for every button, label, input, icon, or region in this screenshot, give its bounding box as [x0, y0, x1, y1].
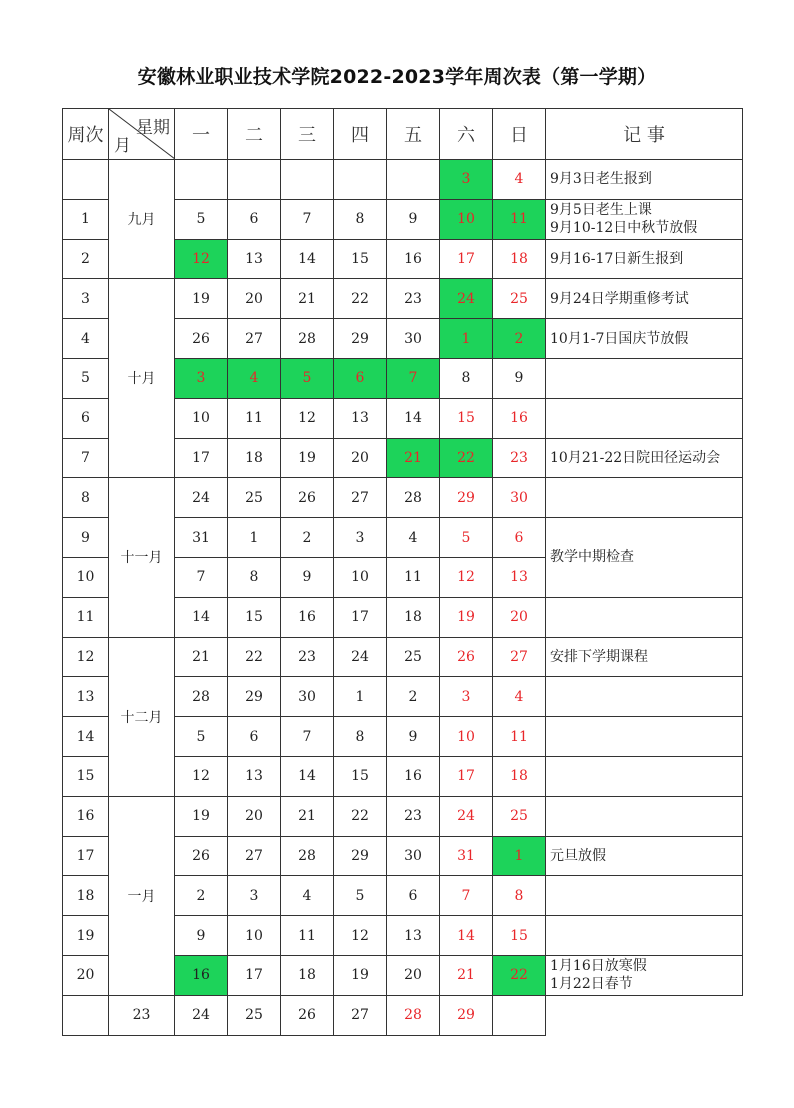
notes-cell: [546, 796, 743, 836]
day-cell: 20: [334, 438, 387, 478]
day-cell: 4: [493, 677, 546, 717]
day-header-mon: 一: [175, 109, 228, 160]
day-cell: 26: [440, 637, 493, 677]
day-cell: 27: [334, 995, 387, 1035]
notes-cell: [546, 836, 743, 876]
week-number: 6: [63, 398, 109, 438]
day-cell: 3: [440, 677, 493, 717]
week-number: 11: [63, 597, 109, 637]
day-cell: 22: [228, 637, 281, 677]
notes-cell: [546, 398, 743, 438]
month-label: 一月: [109, 796, 175, 995]
notes-cell: [546, 916, 743, 956]
day-cell: 28: [175, 677, 228, 717]
day-cell: 25: [493, 279, 546, 319]
day-cell: 4: [387, 518, 440, 558]
week-number: [63, 160, 109, 200]
day-cell: 22: [334, 279, 387, 319]
day-cell: 7: [281, 199, 334, 239]
day-cell: 28: [281, 319, 334, 359]
week-number: 9: [63, 518, 109, 558]
day-header-sat: 六: [440, 109, 493, 160]
week-number: 19: [63, 916, 109, 956]
day-cell: 8: [334, 199, 387, 239]
note-text: 元旦放假: [550, 847, 606, 864]
day-header-fri: 五: [387, 109, 440, 160]
day-cell: 11: [228, 398, 281, 438]
notes-cell: [546, 319, 743, 359]
day-cell: 10: [440, 717, 493, 757]
day-cell: 29: [334, 319, 387, 359]
day-cell: 13: [334, 398, 387, 438]
day-cell: 28: [387, 478, 440, 518]
notes-cell: [493, 995, 546, 1035]
day-cell: 19: [175, 796, 228, 836]
notes-cell: [546, 358, 743, 398]
day-cell: 30: [387, 836, 440, 876]
day-cell: 17: [228, 955, 281, 995]
day-cell: 9: [281, 557, 334, 597]
month-label: 九月: [109, 160, 175, 279]
week-number: 17: [63, 836, 109, 876]
day-cell: 2: [387, 677, 440, 717]
day-cell: 1: [493, 836, 546, 876]
month-label: 十月: [109, 279, 175, 478]
week-number: 1: [63, 199, 109, 239]
day-cell: 15: [334, 239, 387, 279]
day-cell: 14: [175, 597, 228, 637]
day-header-sun: 日: [493, 109, 546, 160]
day-cell: 9: [387, 717, 440, 757]
day-cell: 6: [493, 518, 546, 558]
day-cell: 23: [281, 637, 334, 677]
day-cell: 19: [440, 597, 493, 637]
day-cell: 4: [493, 160, 546, 200]
day-cell: 2: [281, 518, 334, 558]
day-cell: 25: [493, 796, 546, 836]
week-number: 14: [63, 717, 109, 757]
day-cell: 8: [334, 717, 387, 757]
day-cell: 17: [175, 438, 228, 478]
day-cell: 17: [334, 597, 387, 637]
diag-bottom-label: 月: [114, 136, 131, 156]
day-cell: 21: [281, 279, 334, 319]
week-row: [63, 478, 743, 518]
day-cell: 6: [228, 717, 281, 757]
day-cell: 5: [440, 518, 493, 558]
notes-cell: [546, 518, 743, 598]
day-cell: 22: [493, 955, 546, 995]
day-cell: 30: [387, 319, 440, 359]
month-label: 十一月: [109, 478, 175, 637]
note-text: 9月16-17日新生报到: [550, 250, 684, 267]
notes-cell: [546, 478, 743, 518]
notes-cell: [546, 160, 743, 200]
day-cell: 30: [493, 478, 546, 518]
day-cell: 9: [175, 916, 228, 956]
day-cell: 14: [440, 916, 493, 956]
day-cell: 16: [175, 955, 228, 995]
day-cell: 8: [440, 358, 493, 398]
day-cell: 7: [281, 717, 334, 757]
day-cell: 16: [387, 756, 440, 796]
day-cell: 3: [175, 358, 228, 398]
day-cell: 18: [493, 239, 546, 279]
day-cell: 19: [175, 279, 228, 319]
diag-top-label: 星期: [136, 118, 170, 138]
day-cell: 13: [228, 756, 281, 796]
week-number: 2: [63, 239, 109, 279]
day-cell: 21: [281, 796, 334, 836]
weekday-month-header: [109, 109, 175, 160]
note-text: 教学中期检查: [550, 549, 634, 566]
note-text: 10月21-22日院田径运动会: [550, 449, 721, 466]
day-cell: 14: [387, 398, 440, 438]
week-number: 16: [63, 796, 109, 836]
week-number: 7: [63, 438, 109, 478]
day-cell: 21: [387, 438, 440, 478]
day-cell: 2: [175, 876, 228, 916]
day-cell: 27: [228, 836, 281, 876]
note-text: 9月10-12日中秋节放假: [550, 220, 698, 237]
week-number: 5: [63, 358, 109, 398]
day-cell: 31: [440, 836, 493, 876]
week-row: [63, 160, 743, 200]
day-cell: 14: [281, 756, 334, 796]
day-cell: 23: [387, 796, 440, 836]
week-number: 13: [63, 677, 109, 717]
week-number: 18: [63, 876, 109, 916]
day-cell: 16: [493, 398, 546, 438]
note-text: 9月3日老生报到: [550, 171, 652, 188]
day-cell: 1: [228, 518, 281, 558]
day-cell: 10: [228, 916, 281, 956]
note-text: 安排下学期课程: [550, 648, 648, 665]
week-number: 8: [63, 478, 109, 518]
note-text: 9月5日老生上课: [550, 202, 652, 219]
day-cell: 25: [228, 995, 281, 1035]
day-cell: 27: [493, 637, 546, 677]
notes-cell: [546, 199, 743, 239]
day-cell: 5: [175, 717, 228, 757]
day-cell: 31: [175, 518, 228, 558]
week-number: 12: [63, 637, 109, 677]
notes-cell: [546, 955, 743, 995]
day-cell: 20: [228, 279, 281, 319]
day-cell: 7: [175, 557, 228, 597]
day-cell: 1: [334, 677, 387, 717]
week-row: [63, 796, 743, 836]
day-cell: 16: [387, 239, 440, 279]
week-row: [63, 637, 743, 677]
day-cell: 24: [440, 796, 493, 836]
day-cell: 9: [387, 199, 440, 239]
day-cell: 10: [175, 398, 228, 438]
notes-cell: [546, 239, 743, 279]
notes-cell: [546, 756, 743, 796]
day-cell: 27: [334, 478, 387, 518]
day-cell: 15: [493, 916, 546, 956]
day-cell: 20: [493, 597, 546, 637]
day-cell: 24: [175, 995, 228, 1035]
day-cell: 26: [281, 995, 334, 1035]
day-cell: 26: [175, 319, 228, 359]
day-cell: 16: [281, 597, 334, 637]
day-cell: 6: [387, 876, 440, 916]
day-cell: 17: [440, 756, 493, 796]
day-cell: 29: [334, 836, 387, 876]
day-cell: 4: [281, 876, 334, 916]
day-cell: 6: [334, 358, 387, 398]
week-number: 20: [63, 955, 109, 995]
day-cell: 4: [228, 358, 281, 398]
day-cell: 17: [440, 239, 493, 279]
notes-cell: [546, 717, 743, 757]
day-cell: 11: [493, 199, 546, 239]
month-label: 十二月: [109, 637, 175, 796]
day-cell: 14: [281, 239, 334, 279]
week-number: 4: [63, 319, 109, 359]
week-schedule-table: [62, 108, 743, 1036]
day-cell: 21: [175, 637, 228, 677]
day-cell: 12: [175, 756, 228, 796]
day-cell: 26: [281, 478, 334, 518]
header-row: [63, 109, 743, 160]
day-cell: 28: [387, 995, 440, 1035]
day-cell: 24: [175, 478, 228, 518]
day-cell: [175, 160, 228, 200]
day-cell: 11: [387, 557, 440, 597]
day-cell: 29: [440, 995, 493, 1035]
day-cell: 22: [334, 796, 387, 836]
notes-cell: [546, 438, 743, 478]
day-cell: 15: [228, 597, 281, 637]
day-header-tue: 二: [228, 109, 281, 160]
day-cell: 10: [440, 199, 493, 239]
week-row: [63, 995, 743, 1035]
day-cell: 2: [493, 319, 546, 359]
day-cell: 24: [334, 637, 387, 677]
day-cell: [387, 160, 440, 200]
day-cell: 29: [228, 677, 281, 717]
note-text: 1月22日春节: [550, 976, 633, 993]
notes-cell: [546, 279, 743, 319]
day-cell: 12: [334, 916, 387, 956]
note-text: 9月24日学期重修考试: [550, 290, 689, 307]
day-cell: 18: [228, 438, 281, 478]
day-cell: [334, 160, 387, 200]
day-cell: 3: [228, 876, 281, 916]
week-number: 3: [63, 279, 109, 319]
day-header-thu: 四: [334, 109, 387, 160]
notes-cell: [546, 597, 743, 637]
day-cell: 8: [228, 557, 281, 597]
notes-header: 记 事: [546, 109, 743, 160]
day-cell: 18: [281, 955, 334, 995]
week-number: [63, 995, 109, 1035]
day-cell: 5: [334, 876, 387, 916]
day-cell: [281, 160, 334, 200]
day-cell: 11: [493, 717, 546, 757]
day-cell: 26: [175, 836, 228, 876]
day-cell: 25: [387, 637, 440, 677]
day-cell: 3: [334, 518, 387, 558]
day-cell: 20: [228, 796, 281, 836]
day-cell: 5: [281, 358, 334, 398]
day-cell: 7: [387, 358, 440, 398]
day-cell: 12: [281, 398, 334, 438]
day-cell: 7: [440, 876, 493, 916]
day-cell: 11: [281, 916, 334, 956]
day-cell: 21: [440, 955, 493, 995]
day-cell: 15: [334, 756, 387, 796]
day-cell: 19: [334, 955, 387, 995]
day-cell: 20: [387, 955, 440, 995]
day-cell: 30: [281, 677, 334, 717]
day-cell: 13: [228, 239, 281, 279]
week-number: 15: [63, 756, 109, 796]
day-cell: 9: [493, 358, 546, 398]
note-text: 1月16日放寒假: [550, 958, 647, 975]
day-cell: 12: [175, 239, 228, 279]
day-cell: 28: [281, 836, 334, 876]
day-cell: 27: [228, 319, 281, 359]
day-cell: 29: [440, 478, 493, 518]
day-cell: 19: [281, 438, 334, 478]
week-header: 周次: [63, 109, 109, 160]
day-cell: 15: [440, 398, 493, 438]
day-cell: 18: [493, 756, 546, 796]
day-cell: 18: [387, 597, 440, 637]
day-cell: 22: [440, 438, 493, 478]
day-cell: 5: [175, 199, 228, 239]
note-text: 10月1-7日国庆节放假: [550, 330, 689, 347]
day-cell: 23: [493, 438, 546, 478]
notes-cell: [546, 677, 743, 717]
day-cell: 23: [109, 995, 175, 1035]
notes-cell: [546, 637, 743, 677]
day-cell: 24: [440, 279, 493, 319]
day-cell: 1: [440, 319, 493, 359]
day-cell: 25: [228, 478, 281, 518]
day-cell: 8: [493, 876, 546, 916]
day-cell: [228, 160, 281, 200]
day-cell: 6: [228, 199, 281, 239]
day-cell: 10: [334, 557, 387, 597]
notes-cell: [546, 876, 743, 916]
day-cell: 3: [440, 160, 493, 200]
page-title: 安徽林业职业技术学院2022-2023学年周次表（第一学期）: [137, 66, 657, 88]
week-number: 10: [63, 557, 109, 597]
week-row: [63, 279, 743, 319]
day-cell: 12: [440, 557, 493, 597]
day-cell: 13: [387, 916, 440, 956]
day-cell: 23: [387, 279, 440, 319]
day-header-wed: 三: [281, 109, 334, 160]
day-cell: 13: [493, 557, 546, 597]
